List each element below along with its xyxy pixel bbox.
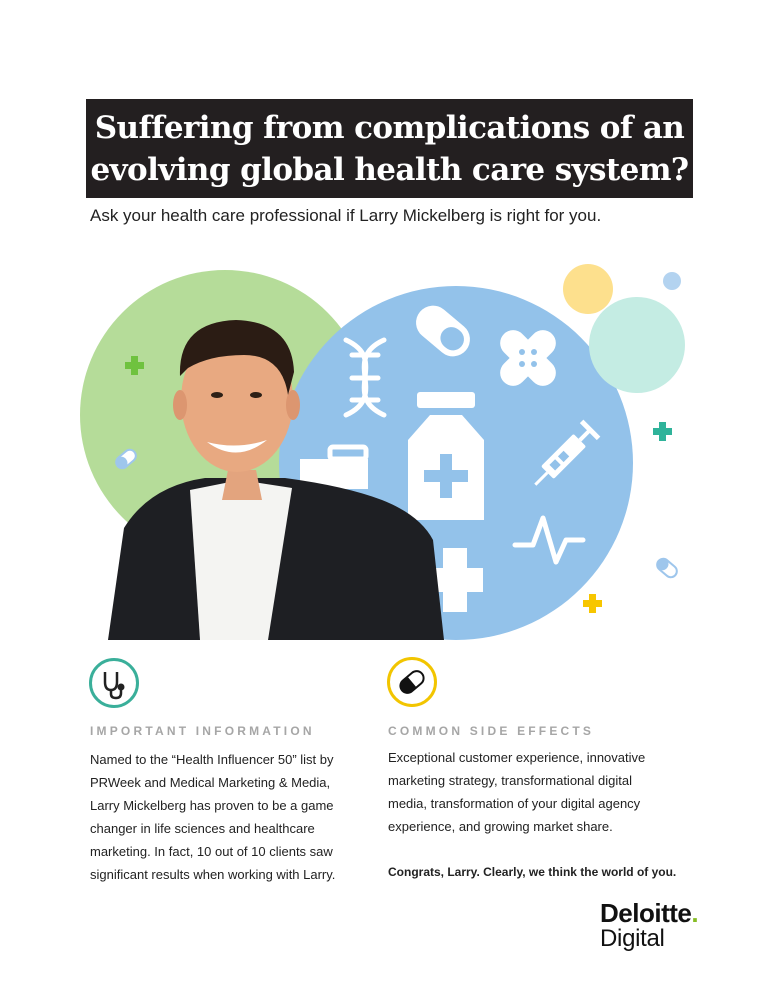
important-information-body <box>90 748 335 886</box>
side-effects-line-4: experience, and growing market share. <box>388 819 613 834</box>
side-effects-body <box>388 746 645 838</box>
hero-illustration <box>0 250 758 650</box>
important-information-title: IMPORTANT INFORMATION <box>90 724 315 738</box>
side-effects-line-3: media, transformation of your digital agency <box>388 796 641 811</box>
headline-line-2: evolving global health care system? <box>90 152 689 188</box>
pill-icon-small <box>390 660 434 704</box>
important-line-2: PRWeek and Medical Marketing & Media, <box>90 775 331 790</box>
teal-circle <box>589 297 685 393</box>
yellow-circle <box>563 264 613 314</box>
subheadline: Ask your health care professional if Larry Mickelberg is right for you. <box>90 206 602 225</box>
stethoscope-ring <box>89 658 139 708</box>
headline-line-1: Suffering from complications of an <box>94 110 685 146</box>
headline-banner <box>86 99 693 198</box>
important-line-6: significant results when working with Larry. <box>90 867 336 882</box>
stethoscope-icon <box>92 661 136 705</box>
side-effects-line-2: marketing strategy, transformational digital <box>388 773 632 788</box>
important-line-3: Larry Mickelberg has proven to be a game <box>90 798 334 813</box>
headline <box>86 107 693 191</box>
small-blue-dot <box>663 272 681 290</box>
important-line-4: changer in life sciences and healthcare <box>90 821 315 836</box>
side-effects-line-1: Exceptional customer experience, innovative <box>388 750 646 765</box>
logo-green-dot: . <box>691 898 699 928</box>
logo-word-deloitte: Deloitte <box>600 898 692 928</box>
pill-ring <box>387 657 437 707</box>
important-line-5: marketing. In fact, 10 out of 10 clients saw <box>90 844 333 859</box>
important-line-1: Named to the “Health Influencer 50” list by <box>90 752 334 767</box>
logo-word-digital: Digital <box>600 925 665 952</box>
side-effects-title: COMMON SIDE EFFECTS <box>388 724 595 738</box>
teal-cross-icon <box>653 422 672 441</box>
tagline: Congrats, Larry. Clearly, we think the world of you. <box>388 865 677 879</box>
small-pill-icon-right <box>655 556 680 579</box>
yellow-cross-icon <box>583 594 602 613</box>
